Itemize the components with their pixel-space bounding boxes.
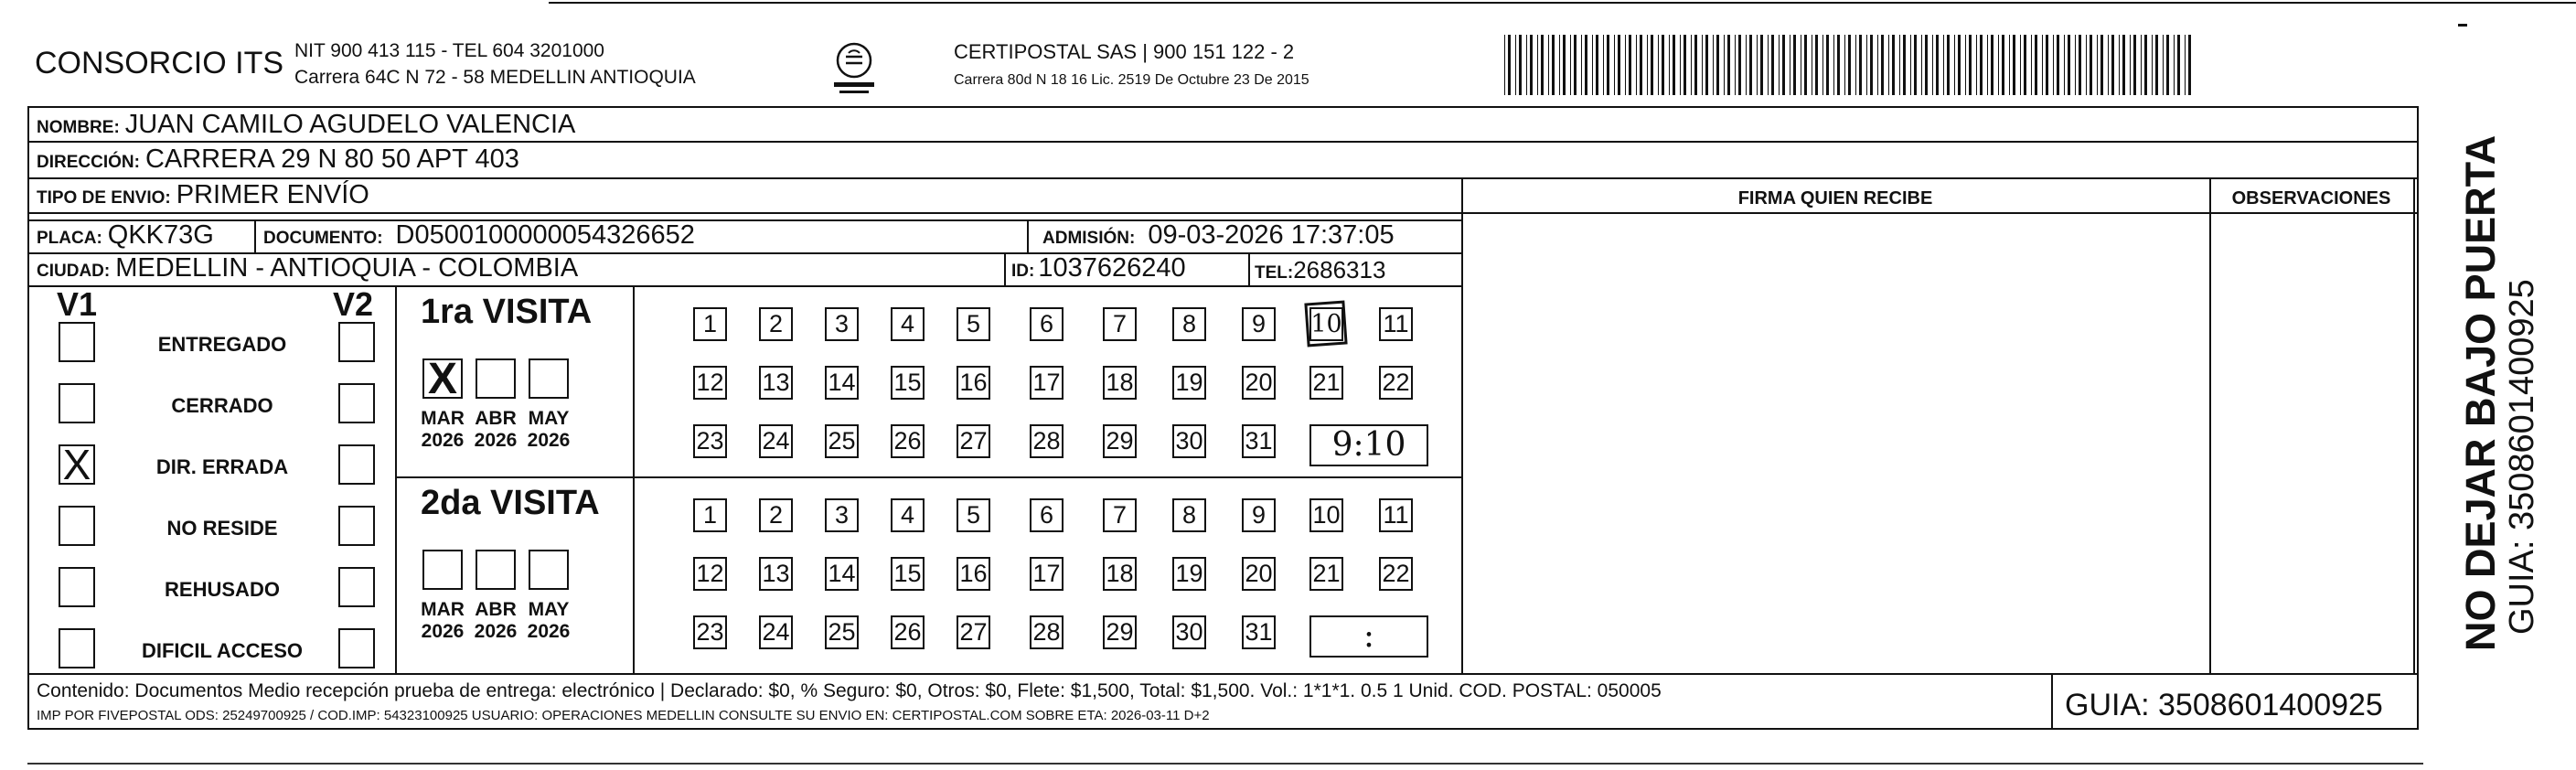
- barcode-bar: [1837, 35, 1840, 95]
- day-box: 1: [693, 307, 727, 341]
- barcode-bar: [1976, 35, 1977, 95]
- row-divider: [27, 141, 2419, 143]
- barcode-bar: [1779, 35, 1780, 95]
- day-box: 13: [759, 366, 793, 400]
- barcode-bar: [1958, 35, 1961, 95]
- barcode-bar: [1592, 35, 1593, 95]
- barcode-bar: [2053, 35, 2054, 95]
- barcode-bar: [1651, 35, 1653, 95]
- day-box: 12: [693, 366, 727, 400]
- day-box: 17: [1030, 557, 1064, 591]
- barcode-bar: [1899, 35, 1900, 95]
- side-text: [2458, 135, 2540, 651]
- tipo-value: PRIMER ENVÍO: [176, 180, 369, 209]
- day-box: 5: [957, 307, 990, 341]
- col-divider: [395, 285, 397, 673]
- visit-title: 2da VISITA: [421, 484, 600, 522]
- barcode-bar: [1727, 35, 1730, 95]
- day-box: 20: [1242, 557, 1276, 591]
- barcode-bar: [1537, 35, 1538, 95]
- col-divider: [1027, 219, 1029, 252]
- tel-label: TEL:: [1255, 263, 1294, 283]
- no-dejar-bajo-puerta: NO DEJAR BAJO PUERTA: [2457, 134, 2504, 651]
- col-divider: [254, 219, 256, 252]
- day-box: 14: [825, 366, 859, 400]
- day-box: 23: [693, 424, 727, 458]
- month-label: MAR: [421, 599, 465, 620]
- month-label: MAY: [528, 408, 570, 429]
- admision-row: [1042, 220, 1395, 251]
- direccion-label: DIRECCIÓN:: [37, 153, 140, 172]
- day-box: 25: [825, 615, 859, 649]
- barcode-bar: [2111, 35, 2114, 95]
- col-divider: [1248, 252, 1250, 285]
- barcode-bar: [1662, 35, 1664, 95]
- barcode-bar: [2064, 35, 2065, 95]
- month-label: MAR: [421, 408, 465, 429]
- barcode-bar: [2020, 35, 2021, 95]
- scan-bottom-edge: [27, 763, 2423, 765]
- v2-checkbox: [338, 444, 375, 485]
- observaciones-header: OBSERVACIONES: [2231, 188, 2391, 209]
- month-checkbox: [476, 358, 516, 399]
- barcode-bar: [1581, 35, 1582, 95]
- col-divider: [633, 285, 635, 673]
- day-box: 3: [825, 498, 859, 532]
- barcode-bar: [1757, 35, 1758, 95]
- status-label: CERRADO: [171, 394, 273, 417]
- scan-top-edge: [549, 2, 2576, 4]
- barcode-bar: [2122, 35, 2125, 95]
- day-box: 27: [957, 424, 990, 458]
- id-label: ID:: [1011, 262, 1035, 281]
- barcode-bar: [1530, 35, 1533, 95]
- company-address-line: Carrera 64C N 72 - 58 MEDELLIN ANTIOQUIA: [294, 67, 696, 88]
- col-divider: [1004, 252, 1006, 285]
- barcode-bar: [1903, 35, 1906, 95]
- barcode-bar: [2152, 35, 2153, 95]
- barcode-bar: [1833, 35, 1834, 95]
- day-box: 31: [1242, 615, 1276, 649]
- barcode: [1504, 35, 2195, 95]
- handwritten-check: [1304, 301, 1347, 348]
- barcode-bar: [1596, 35, 1598, 95]
- visit-time-box: 9:10: [1309, 424, 1428, 466]
- barcode-bar: [1504, 35, 1505, 95]
- barcode-bar: [2075, 35, 2076, 95]
- day-box: 8: [1172, 498, 1206, 532]
- day-box: 18: [1103, 557, 1137, 591]
- placa-label: PLACA:: [37, 229, 102, 248]
- barcode-bar: [1673, 35, 1675, 95]
- barcode-bar: [1969, 35, 1972, 95]
- ciudad-label: CIUDAD:: [37, 262, 111, 281]
- barcode-bar: [1877, 35, 1878, 95]
- day-box: 18: [1103, 366, 1137, 400]
- day-box: 6: [1030, 307, 1064, 341]
- barcode-bar: [2155, 35, 2158, 95]
- barcode-bar: [1947, 35, 1950, 95]
- day-box: 24: [759, 615, 793, 649]
- barcode-bar: [2185, 35, 2186, 95]
- day-box: 29: [1103, 424, 1137, 458]
- barcode-bar: [1881, 35, 1884, 95]
- day-box: 7: [1103, 307, 1137, 341]
- month-checkbox: [476, 550, 516, 590]
- barcode-bar: [1980, 35, 1983, 95]
- barcode-bar: [1859, 35, 1862, 95]
- tel-value: 2686313: [1293, 256, 1386, 283]
- status-label: NO RESIDE: [166, 517, 278, 540]
- row-divider: [1461, 212, 2419, 214]
- barcode-bar: [1618, 35, 1620, 95]
- barcode-bar: [1855, 35, 1856, 95]
- carrier-address-line: Carrera 80d N 18 16 Lic. 2519 De Octubre 23 De 2015: [954, 72, 1309, 88]
- barcode-bar: [1705, 35, 1708, 95]
- barcode-bar: [1768, 35, 1769, 95]
- barcode-bar: [2079, 35, 2081, 95]
- barcode-bar: [1826, 35, 1829, 95]
- barcode-bar: [1570, 35, 1571, 95]
- barcode-bar: [2174, 35, 2175, 95]
- nombre-label: NOMBRE:: [37, 118, 120, 137]
- visit-title: 1ra VISITA: [421, 293, 593, 331]
- barcode-bar: [2144, 35, 2147, 95]
- barcode-bar: [1749, 35, 1752, 95]
- year-label: 2026: [421, 430, 465, 451]
- barcode-bar: [1822, 35, 1823, 95]
- v2-checkbox: [338, 628, 375, 668]
- barcode-bar: [1987, 35, 1988, 95]
- barcode-bar: [1735, 35, 1736, 95]
- day-box: 17: [1030, 366, 1064, 400]
- barcode-bar: [2057, 35, 2059, 95]
- day-box: 20: [1242, 366, 1276, 400]
- barcode-bar: [1932, 35, 1933, 95]
- barcode-bar: [2068, 35, 2070, 95]
- barcode-bar: [1559, 35, 1560, 95]
- barcode-bar: [1625, 35, 1626, 95]
- day-box: 1: [693, 498, 727, 532]
- barcode-bar: [2042, 35, 2043, 95]
- barcode-bar: [2130, 35, 2131, 95]
- day-box: 10: [1309, 307, 1343, 341]
- day-box: 26: [891, 424, 925, 458]
- barcode-bar: [1771, 35, 1774, 95]
- month-checkbox: [422, 550, 463, 590]
- status-label: ENTREGADO: [157, 333, 287, 356]
- v2-checkbox: [338, 506, 375, 546]
- barcode-bar: [1603, 35, 1604, 95]
- nombre-value: JUAN CAMILO AGUDELO VALENCIA: [124, 110, 576, 139]
- day-box: 6: [1030, 498, 1064, 532]
- day-box: 11: [1379, 307, 1413, 341]
- barcode-bar: [1782, 35, 1785, 95]
- direccion-row: [37, 144, 519, 175]
- barcode-bar: [1760, 35, 1763, 95]
- day-box: 25: [825, 424, 859, 458]
- barcode-bar: [1552, 35, 1555, 95]
- day-box: 3: [825, 307, 859, 341]
- barcode-bar: [1508, 35, 1511, 95]
- year-label: 2026: [421, 621, 465, 642]
- col-divider: [2209, 177, 2211, 673]
- side-guia: GUIA: 3508601400925: [2503, 279, 2541, 635]
- barcode-bar: [1724, 35, 1725, 95]
- barcode-bar: [1716, 35, 1719, 95]
- day-box: 29: [1103, 615, 1137, 649]
- day-box: 21: [1309, 366, 1343, 400]
- day-box: 4: [891, 498, 925, 532]
- barcode-bar: [2100, 35, 2103, 95]
- v2-checkbox: [338, 567, 375, 607]
- status-label: DIR. ERRADA: [155, 455, 289, 478]
- barcode-bar: [1585, 35, 1587, 95]
- barcode-bar: [1647, 35, 1648, 95]
- corner-mark: [2458, 24, 2467, 27]
- barcode-bar: [1991, 35, 1993, 95]
- row-divider: [27, 673, 2419, 675]
- barcode-bar: [2119, 35, 2120, 95]
- v1-checkbox: [59, 506, 95, 546]
- day-box: 9: [1242, 307, 1276, 341]
- admision-value: 09-03-2026 17:37:05: [1148, 220, 1395, 250]
- footer-guia: GUIA: 3508601400925: [2065, 688, 2383, 722]
- day-box: 13: [759, 557, 793, 591]
- day-box: 14: [825, 557, 859, 591]
- x-mark: X: [427, 355, 457, 403]
- barcode-bar: [1888, 35, 1889, 95]
- barcode-bar: [1607, 35, 1609, 95]
- barcode-bar: [1614, 35, 1615, 95]
- month-label: ABR: [475, 599, 517, 620]
- day-box: 15: [891, 366, 925, 400]
- col-divider: [2051, 673, 2053, 730]
- barcode-bar: [1925, 35, 1928, 95]
- barcode-bar: [1629, 35, 1631, 95]
- day-box: 26: [891, 615, 925, 649]
- documento-value: D0500100000054326652: [395, 220, 695, 250]
- barcode-bar: [1866, 35, 1867, 95]
- barcode-bar: [1694, 35, 1697, 95]
- documento-row: [263, 220, 695, 251]
- barcode-bar: [1746, 35, 1747, 95]
- barcode-bar: [2031, 35, 2032, 95]
- barcode-bar: [1892, 35, 1895, 95]
- day-box: 27: [957, 615, 990, 649]
- barcode-bar: [1921, 35, 1922, 95]
- barcode-bar: [1640, 35, 1642, 95]
- barcode-bar: [1636, 35, 1637, 95]
- v1-checkbox: [59, 628, 95, 668]
- barcode-bar: [1683, 35, 1686, 95]
- day-box: 12: [693, 557, 727, 591]
- col-divider: [1461, 177, 1463, 673]
- month-checkbox: [529, 550, 569, 590]
- barcode-bar: [1713, 35, 1714, 95]
- tel-row: [1255, 256, 1385, 284]
- barcode-bar: [2141, 35, 2142, 95]
- barcode-bar: [2177, 35, 2180, 95]
- barcode-bar: [1548, 35, 1549, 95]
- barcode-bar: [2188, 35, 2191, 95]
- visit-time-box: :: [1309, 615, 1428, 658]
- day-box: 15: [891, 557, 925, 591]
- footer-print-line: IMP POR FIVEPOSTAL ODS: 25249700925 / COD.IMP: 54323100925 USUARIO: OPERACIONES MEDELLIN CONSULTE SU ENVIO EN: CERTIPOSTAL.COM SOBRE ETA: 2026-03-11 D+2: [37, 708, 1210, 723]
- year-label: 2026: [527, 621, 571, 642]
- barcode-bar: [1680, 35, 1681, 95]
- day-box: 19: [1172, 366, 1206, 400]
- day-box: 30: [1172, 424, 1206, 458]
- barcode-bar: [1526, 35, 1527, 95]
- day-box: 2: [759, 307, 793, 341]
- barcode-bar: [1815, 35, 1818, 95]
- day-box: 31: [1242, 424, 1276, 458]
- footer-content-line: Contenido: Documentos Medio recepción prueba de entrega: electrónico | Declarado: $0, % Seguro: $0, Otros: $0, Flete: $1,500, Total: $1,500. Vol.: 1*1*1. 0.5 1 Unid. COD. POSTAL: 050005: [37, 680, 1662, 701]
- v1-checkbox: [59, 383, 95, 423]
- year-label: 2026: [527, 430, 571, 451]
- id-row: [1011, 253, 1186, 283]
- tipo-label: TIPO DE ENVIO:: [37, 188, 171, 208]
- day-box: 28: [1030, 615, 1064, 649]
- col-divider: [2413, 177, 2415, 673]
- month-label: MAY: [528, 599, 570, 620]
- v2-header: V2: [333, 285, 374, 323]
- day-box: 10: [1309, 498, 1343, 532]
- v1-checkbox: [59, 567, 95, 607]
- barcode-bar: [2013, 35, 2015, 95]
- barcode-bar: [1848, 35, 1851, 95]
- v2-checkbox: [338, 322, 375, 362]
- barcode-bar: [1515, 35, 1516, 95]
- barcode-bar: [1658, 35, 1659, 95]
- nombre-row: [37, 110, 575, 140]
- v1-checkbox: [59, 441, 95, 488]
- day-box: 22: [1379, 366, 1413, 400]
- day-box: 23: [693, 615, 727, 649]
- admision-label: ADMISIÓN:: [1042, 229, 1136, 248]
- day-box: 22: [1379, 557, 1413, 591]
- barcode-bar: [1943, 35, 1944, 95]
- barcode-bar: [1804, 35, 1807, 95]
- month-checkbox: [529, 358, 569, 399]
- barcode-bar: [1954, 35, 1955, 95]
- barcode-bar: [1691, 35, 1692, 95]
- day-box: 30: [1172, 615, 1206, 649]
- status-label: DIFICIL ACCESO: [141, 639, 303, 662]
- barcode-bar: [2097, 35, 2098, 95]
- tipo-row: [37, 180, 369, 210]
- barcode-bar: [2035, 35, 2037, 95]
- barcode-bar: [1702, 35, 1703, 95]
- barcode-bar: [1910, 35, 1911, 95]
- barcode-bar: [2163, 35, 2164, 95]
- row-divider: [27, 177, 2419, 179]
- barcode-bar: [2086, 35, 2087, 95]
- ciudad-value: MEDELLIN - ANTIOQUIA - COLOMBIA: [115, 253, 579, 283]
- barcode-bar: [2024, 35, 2026, 95]
- firma-header: FIRMA QUIEN RECIBE: [1737, 188, 1933, 209]
- barcode-bar: [1793, 35, 1796, 95]
- barcode-bar: [2002, 35, 2004, 95]
- day-box: 19: [1172, 557, 1206, 591]
- placa-row: [37, 220, 214, 251]
- x-mark: X: [62, 441, 91, 488]
- barcode-bar: [1563, 35, 1566, 95]
- v1-checkbox: [59, 322, 95, 362]
- barcode-bar: [1936, 35, 1939, 95]
- month-checkbox: [422, 355, 463, 403]
- id-value: 1037626240: [1038, 253, 1186, 283]
- status-label: REHUSADO: [165, 578, 280, 601]
- day-box: 8: [1172, 307, 1206, 341]
- day-box: 7: [1103, 498, 1137, 532]
- company-nit-line: NIT 900 413 115 - TEL 604 3201000: [294, 40, 604, 61]
- barcode-bar: [2090, 35, 2092, 95]
- barcode-bar: [1574, 35, 1577, 95]
- barcode-bar: [1541, 35, 1544, 95]
- barcode-bar: [1870, 35, 1873, 95]
- barcode-bar: [2133, 35, 2136, 95]
- barcode-bar: [2009, 35, 2010, 95]
- month-label: ABR: [475, 408, 517, 429]
- ciudad-row: [37, 253, 578, 283]
- barcode-bar: [1965, 35, 1966, 95]
- barcode-bar: [1844, 35, 1845, 95]
- documento-label: DOCUMENTO:: [263, 229, 383, 248]
- v1-header: V1: [57, 285, 98, 323]
- day-box: 16: [957, 366, 990, 400]
- barcode-bar: [2046, 35, 2048, 95]
- year-label: 2026: [474, 430, 518, 451]
- day-box: 21: [1309, 557, 1343, 591]
- v2-checkbox: [338, 383, 375, 423]
- barcode-bar: [1669, 35, 1670, 95]
- day-box: 5: [957, 498, 990, 532]
- barcode-bar: [1738, 35, 1741, 95]
- barcode-bar: [1998, 35, 1999, 95]
- year-label: 2026: [474, 621, 518, 642]
- day-box: 16: [957, 557, 990, 591]
- day-box: 28: [1030, 424, 1064, 458]
- day-box: 4: [891, 307, 925, 341]
- barcode-bar: [2108, 35, 2109, 95]
- barcode-bar: [1519, 35, 1522, 95]
- day-box: 2: [759, 498, 793, 532]
- row-divider: [27, 285, 1461, 287]
- barcode-bar: [1914, 35, 1917, 95]
- day-box: 24: [759, 424, 793, 458]
- row-divider: [395, 476, 1461, 478]
- placa-value: QKK73G: [107, 220, 214, 250]
- carrier-name-line: CERTIPOSTAL SAS | 900 151 122 - 2: [954, 40, 1295, 63]
- direccion-value: CARRERA 29 N 80 50 APT 403: [144, 144, 519, 174]
- company-name: CONSORCIO ITS: [35, 46, 284, 80]
- barcode-bar: [2166, 35, 2169, 95]
- day-box: 9: [1242, 498, 1276, 532]
- certipostal-logo: [830, 40, 878, 99]
- day-box: 11: [1379, 498, 1413, 532]
